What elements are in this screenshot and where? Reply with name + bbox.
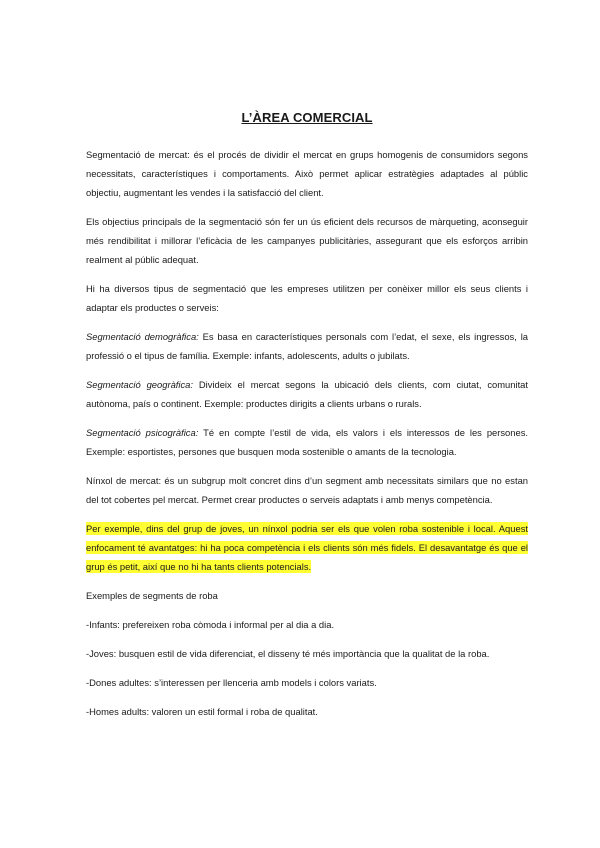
example-item-adult-women: -Dones adultes: s’interessen per llenceria amb models i colors variats. — [86, 677, 377, 688]
example-item-youth: -Joves: busquen estil de vida diferenciat, el disseny té més importància que la qualitat de la roba. — [86, 648, 490, 659]
paragraph-segmentation-types-intro: Hi ha diversos tipus de segmentació que les empreses utilitzen per conèixer millor els seus clients i adaptar els productes o serveis: — [86, 283, 528, 313]
paragraph-niche-example — [86, 519, 528, 576]
psychographic-text: Té en compte l’estil de vida, els valors i els interessos de les persones. Exemple: esportistes, persones que busquen moda sostenible o amants de la tecnologia. — [86, 427, 528, 457]
demographic-text: Es basa en característiques personals com l’edat, el sexe, els ingressos, la professió o el tipus de família. Exemple: infants, adolescents, adults o jubilats. — [86, 331, 528, 361]
highlighted-text: Per exemple, dins del grup de joves, un nínxol podria ser els que volen roba sostenible i local. Aquest enfocament té avantatges: hi ha poca competència i els clients són més fidels. El desavantatge és que el grup és petit, així que no hi ha tants clients potencials. — [86, 523, 528, 572]
geographic-label: Segmentació geogràfica: — [86, 379, 193, 390]
paragraph-psychographic — [86, 423, 528, 461]
paragraph-niche-definition: Nínxol de mercat: és un subgrup molt concret dins d’un segment amb necessitats similars que no estan del tot cobertes pel mercat. Permet crear productes o serveis adaptats i amb menys competència. — [86, 475, 528, 505]
example-item-adult-men: -Homes adults: valoren un estil formal i roba de qualitat. — [86, 706, 318, 717]
paragraph-segmentation-definition: Segmentació de mercat: és el procés de dividir el mercat en grups homogenis de consumidors segons necessitats, característiques i comportaments. Això permet aplicar estratègies adaptades al públic objectiu, augmentant les vendes i la satisfacció del client. — [86, 149, 528, 198]
paragraph-demographic — [86, 327, 528, 365]
geographic-text: Divideix el mercat segons la ubicació dels clients, com ciutat, comunitat autònoma, país o continent. Exemple: productes dirigits a clients urbans o rurals. — [86, 379, 528, 409]
demographic-label: Segmentació demogràfica: — [86, 331, 199, 342]
paragraph-geographic — [86, 375, 528, 413]
example-item-infants: -Infants: prefereixen roba còmoda i informal per al dia a dia. — [86, 619, 335, 630]
page-title: L’ÀREA COMERCIAL — [241, 110, 373, 125]
examples-heading: Exemples de segments de roba — [86, 590, 218, 601]
psychographic-label: Segmentació psicogràfica: — [86, 427, 199, 438]
paragraph-segmentation-objectives: Els objectius principals de la segmentació són fer un ús eficient dels recursos de màrqueting, aconseguir més rendibilitat i millorar l’eficàcia de les campanyes publicitàries, assegurant que els esforços arribin realment al públic adequat. — [86, 216, 528, 265]
